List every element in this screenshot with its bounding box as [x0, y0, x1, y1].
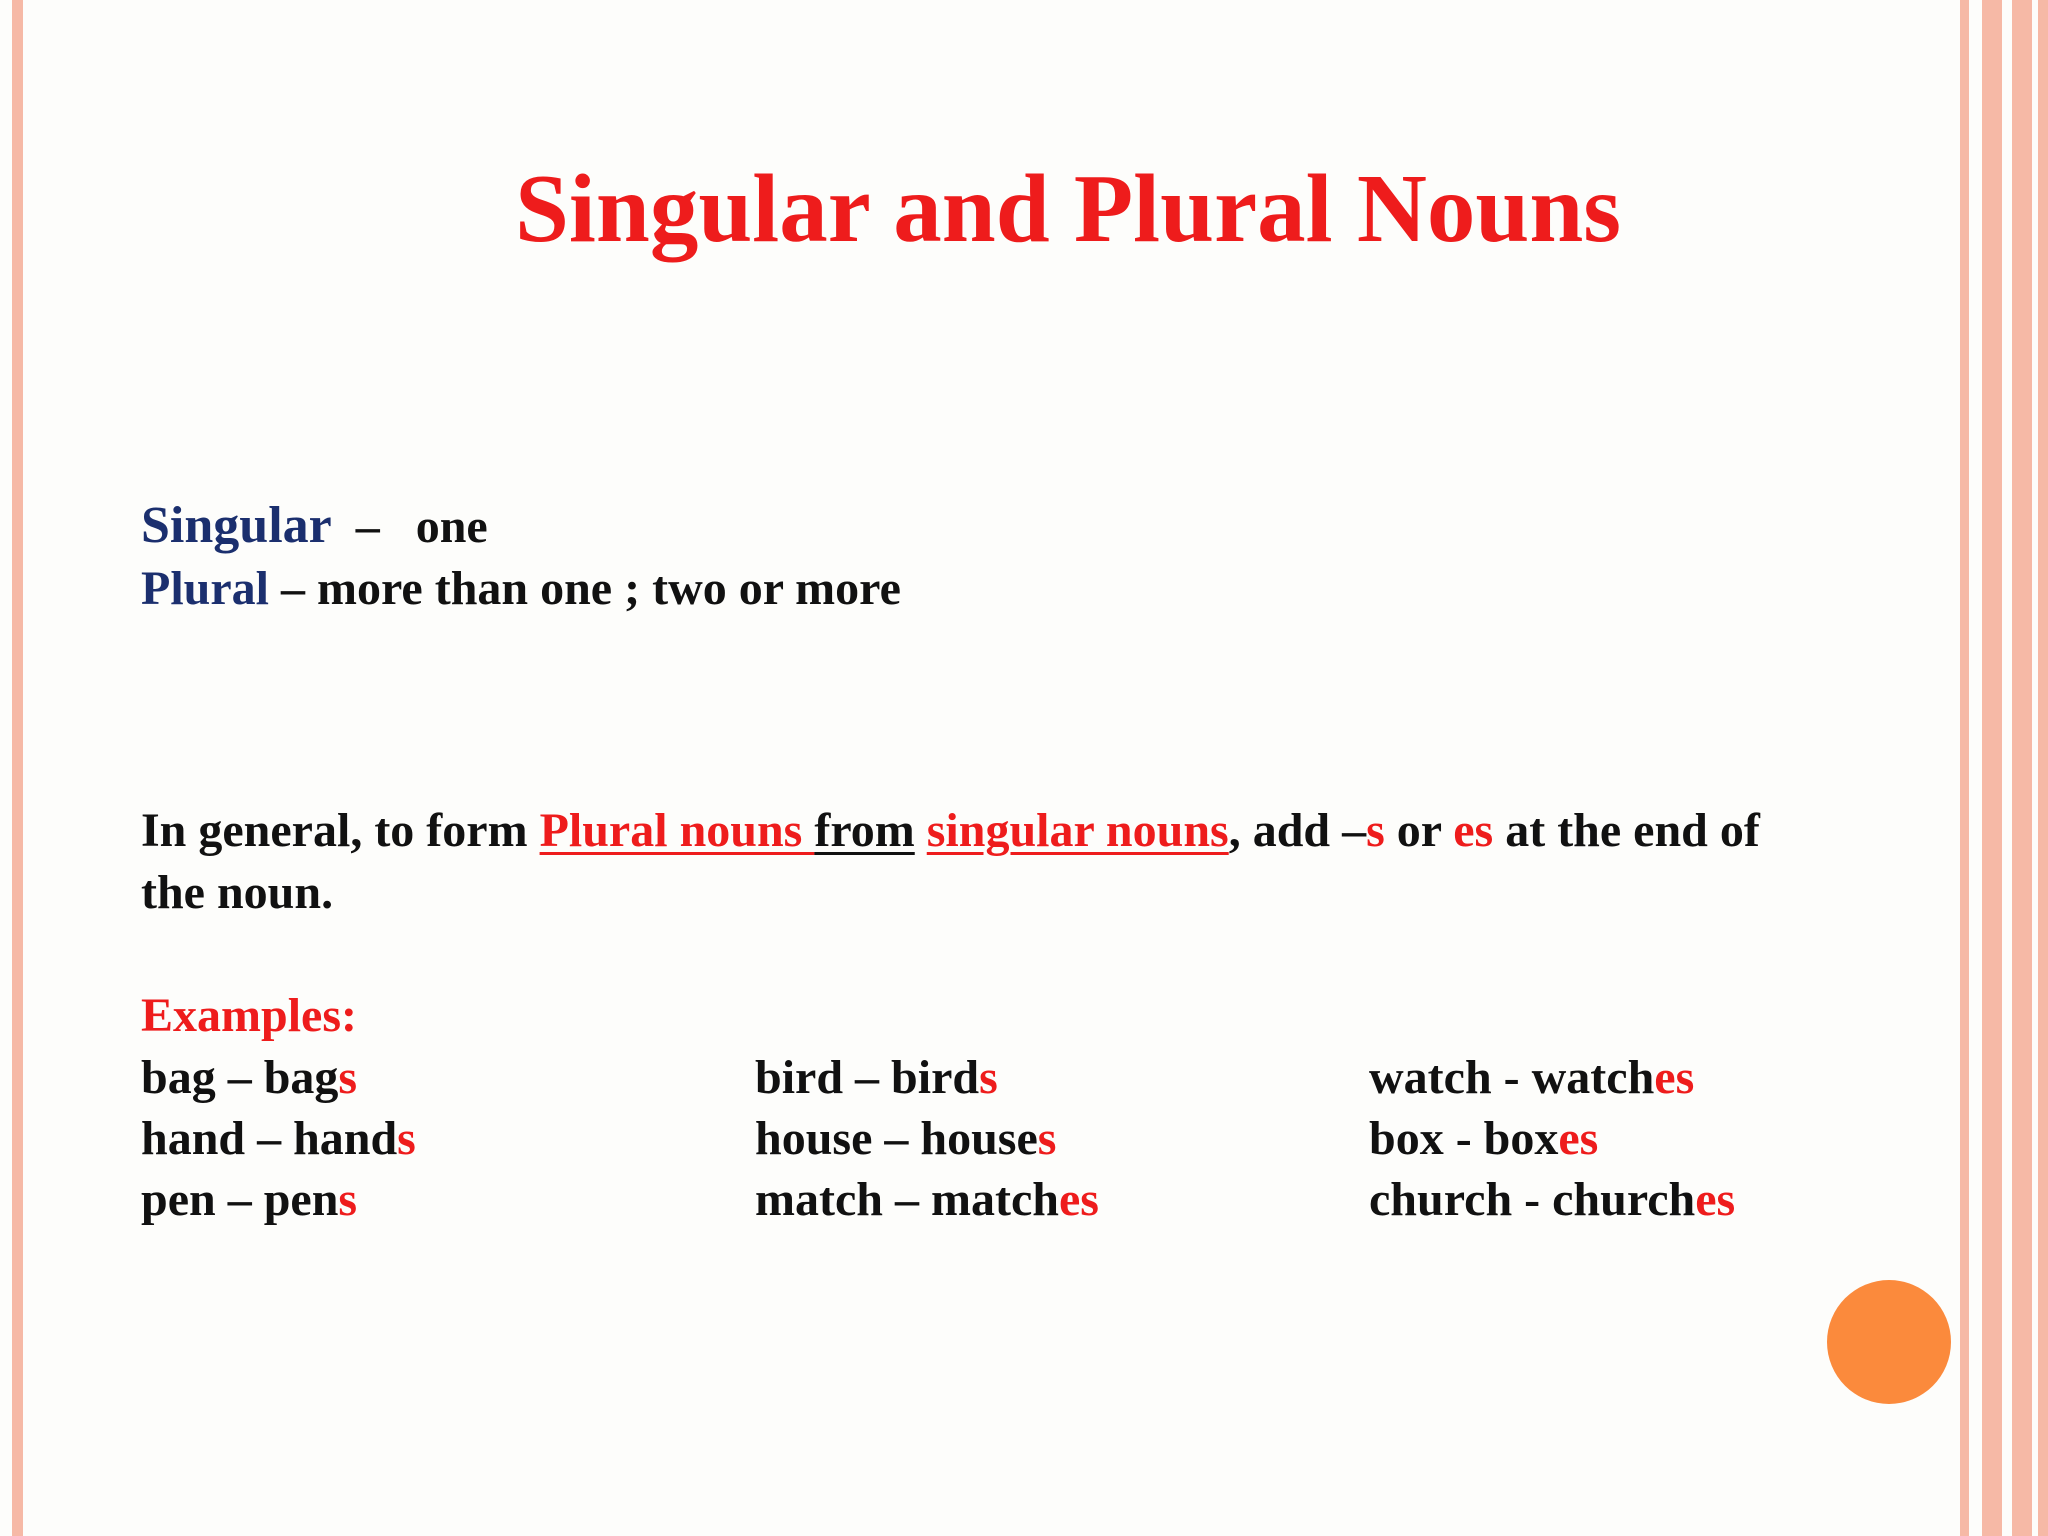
- example-base: box - box: [1369, 1112, 1559, 1165]
- example-suffix: es: [1558, 1112, 1599, 1165]
- example-item: [1369, 1169, 1735, 1230]
- rule-line-1: [141, 800, 1760, 862]
- plural-definition: [141, 558, 901, 620]
- example-suffix: es: [1058, 1173, 1099, 1226]
- rule-text-from: from: [814, 804, 915, 857]
- rule-text-1: In general, to form: [141, 804, 540, 857]
- suffix-s: s: [1366, 804, 1385, 857]
- example-base: hand – hand: [141, 1112, 398, 1165]
- suffix-es: es: [1453, 804, 1494, 857]
- plural-rule: [141, 800, 1760, 924]
- example-suffix: s: [338, 1173, 358, 1226]
- singular-separator: –: [331, 500, 416, 553]
- example-item: [1369, 1047, 1735, 1108]
- plural-meaning: – more than one ; two or more: [269, 562, 901, 615]
- examples-heading: Examples:: [141, 989, 357, 1042]
- example-base: watch - watch: [1369, 1051, 1655, 1104]
- slide-title: Singular and Plural Nouns: [514, 155, 1622, 262]
- example-item: [141, 1169, 416, 1230]
- example-item: [141, 1108, 416, 1169]
- example-item: [1369, 1108, 1735, 1169]
- example-suffix: es: [1695, 1173, 1736, 1226]
- example-item: [755, 1108, 1099, 1169]
- example-suffix: s: [397, 1112, 416, 1165]
- examples-column-2: [755, 1047, 1099, 1230]
- example-base: pen – pen: [141, 1173, 339, 1226]
- singular-nouns-link[interactable]: singular nouns: [926, 804, 1229, 857]
- example-item: [755, 1047, 1099, 1108]
- rule-text-add: , add –: [1228, 804, 1367, 857]
- rule-text-end: at the end of: [1493, 804, 1760, 857]
- example-base: bag – bag: [141, 1051, 339, 1104]
- rule-space: [915, 804, 927, 857]
- rule-line-2: the noun.: [141, 866, 334, 919]
- example-suffix: s: [338, 1051, 358, 1104]
- examples-column-1: [141, 1047, 416, 1230]
- example-base: church - church: [1369, 1173, 1696, 1226]
- orange-circle-decoration: [1827, 1280, 1951, 1404]
- example-base: bird – bird: [755, 1051, 980, 1104]
- singular-term: Singular: [141, 497, 332, 554]
- example-base: house – house: [755, 1112, 1038, 1165]
- example-base: match – match: [755, 1173, 1059, 1226]
- plural-term: Plural: [141, 562, 269, 615]
- definitions: [141, 495, 901, 620]
- rule-text-or: or: [1384, 804, 1454, 857]
- plural-nouns-link[interactable]: Plural nouns: [539, 804, 815, 857]
- example-item: [141, 1047, 416, 1108]
- example-suffix: s: [1037, 1112, 1057, 1165]
- examples-column-3: [1369, 1047, 1735, 1230]
- example-item: [755, 1169, 1099, 1230]
- singular-meaning: one: [415, 500, 488, 553]
- example-suffix: s: [979, 1051, 998, 1104]
- singular-definition: [141, 495, 901, 558]
- example-suffix: es: [1654, 1051, 1695, 1104]
